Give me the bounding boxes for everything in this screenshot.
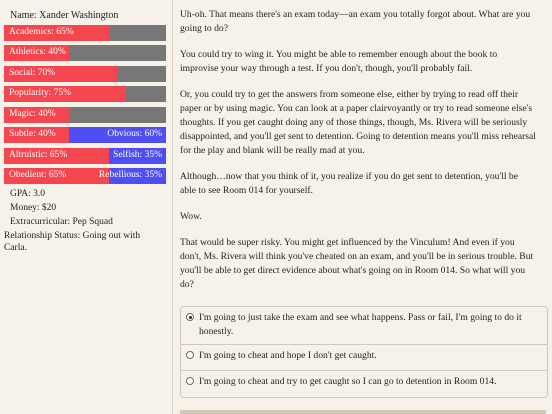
altruistic-selfish-bar xyxy=(4,148,166,165)
magic-bar xyxy=(4,107,166,124)
radio-button-icon[interactable] xyxy=(186,377,194,385)
radio-button-icon[interactable] xyxy=(186,351,194,359)
popularity-label: Popularity: 75% xyxy=(9,88,72,98)
story-paragraph: Uh-oh. That means there's an exam today—an exam you totally forgot about. What are you going to do? xyxy=(180,9,531,34)
story-paragraph: That would be super risky. You might get influenced by the Vinculum! And even if you don't, Ms. Rivera will think you've cheated on an exam, and you'll be in serious trouble. But you'll be able to get direct evidence about what's going on in Room 014. So what will you do? xyxy=(180,237,534,290)
money-text: Money: $20 xyxy=(10,203,57,213)
stats-sidebar xyxy=(0,0,173,414)
next-button-edge[interactable] xyxy=(180,410,546,414)
story-paragraph: Although…now that you think of it, you realize if you do get sent to detention, you'll be able to see Room 014 for yourself. xyxy=(180,171,518,196)
obedient-label: Obedient: 65% xyxy=(9,170,67,180)
magic-label: Magic: 40% xyxy=(9,109,56,119)
athletics-label: Athletics: 40% xyxy=(9,47,66,57)
choice-list xyxy=(180,306,548,398)
obedient-rebellious-bar xyxy=(4,168,166,185)
academics-bar xyxy=(4,25,166,42)
subtle-label: Subtle: 40% xyxy=(9,129,56,139)
story-text xyxy=(180,8,536,304)
choice-label: I'm going to cheat and try to get caught so I can go to detention in Room 014. xyxy=(199,376,497,387)
story-paragraph: Or, you could try to get the answers from someone else, either by trying to read off their paper or by using magic. You can look at a paper clairvoyantly or try to read someone else's thoughts. If you get caught doing any of those things, though, Ms. Rivera will be seriously disappointed, and you'll get sent to detention. Going to detention means you'll miss rehearsal for the play and blank will be really mad at you. xyxy=(180,89,536,156)
popularity-bar xyxy=(4,86,166,103)
academics-label: Academics: 65% xyxy=(9,27,74,37)
story-paragraph: Wow. xyxy=(180,211,202,222)
altruistic-label: Altruistic: 65% xyxy=(9,150,68,160)
social-label: Social: 70% xyxy=(9,68,56,78)
choice-label: I'm going to cheat and hope I don't get caught. xyxy=(199,350,377,361)
story-paragraph: You could try to wing it. You might be able to remember enough about the book to improvise your way through a test. If you don't, though, you'll probably fail. xyxy=(180,49,498,74)
obvious-label: Obvious: 60% xyxy=(107,129,162,139)
choice-cheat-hide[interactable] xyxy=(181,345,547,371)
subtle-obvious-bar xyxy=(4,127,166,144)
rebellious-label: Rebellious: 35% xyxy=(98,170,162,180)
relationship-text: Relationship Status: Going out with Carla. xyxy=(4,231,141,253)
selfish-label: Selfish: 35% xyxy=(113,150,162,160)
player-name: Name: Xander Washington xyxy=(10,10,119,21)
extracurricular-text: Extracurricular: Pep Squad xyxy=(10,217,113,227)
choice-cheat-detention[interactable] xyxy=(181,371,547,397)
choice-take-exam[interactable] xyxy=(181,307,547,345)
radio-button-icon[interactable] xyxy=(186,313,194,321)
choice-label: I'm going to just take the exam and see what happens. Pass or fail, I'm going to do it honestly. xyxy=(199,312,522,337)
social-bar xyxy=(4,66,166,83)
athletics-bar xyxy=(4,45,166,62)
gpa-text: GPA: 3.0 xyxy=(10,189,46,199)
